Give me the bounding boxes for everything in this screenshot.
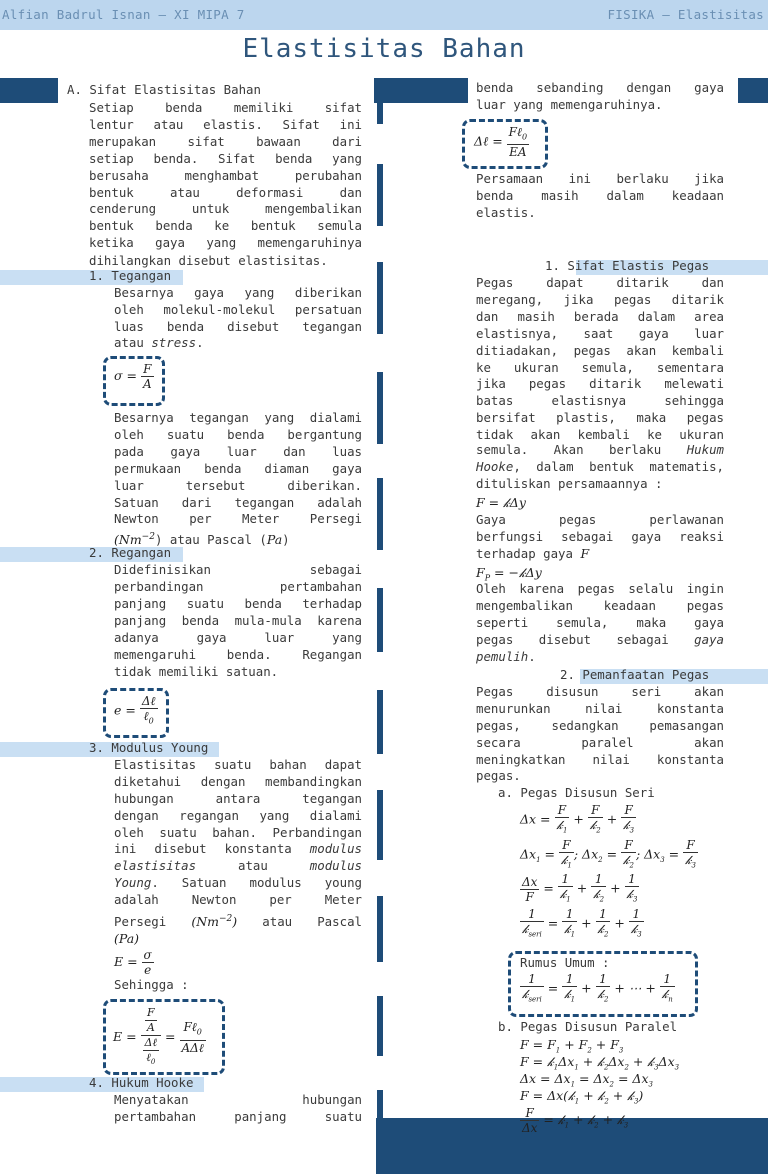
formula-paralel-4: F = Δx(𝓀$_1$ + 𝓀$_2$ + 𝓀$_3$)	[520, 1088, 644, 1106]
paragraph-line: hubungan antara tegangan	[114, 790, 362, 806]
regangan-last-line: tidak memiliki satuan.	[114, 664, 279, 679]
formula-stress: σ = $\frac{F}{A}$	[114, 362, 152, 391]
paragraph-line: cenderung untuk mengembalikan	[89, 201, 362, 217]
formula-seri-1: Δx = $\frac{F}{𝓀_1}$ + $\frac{F}{𝓀_2}$ + $\frac{F}{𝓀_3}$	[520, 803, 635, 835]
intro-last-line: dihilangkan disebut elastisitas.	[89, 253, 328, 268]
paragraph-line: elastisnya, saat gaya luar	[476, 325, 724, 341]
rumus-umum-label: Rumus Umum :	[520, 955, 610, 970]
formula-restoring-force: $F_P$ = −𝓀Δy	[476, 565, 542, 583]
formula-seri-2: $\Delta x_1$ = $\frac{F}{𝓀_1}$ ; $\Delta x_2$ = $\frac{F}{𝓀_2}$ ; $\Delta x_3$ = $\frac{F}{𝓀_3}$	[520, 838, 696, 870]
formula-paralel-5: $\frac{F}{\Delta x}$ = 𝓀$_1$ + 𝓀$_2$ + 𝓀$_3$	[522, 1106, 629, 1135]
page-title: Elastisitas Bahan	[242, 34, 526, 64]
young-line-11: (Pa)	[114, 931, 140, 946]
pegas-line-12: Hooke, dalam bentuk matematis,	[476, 459, 724, 474]
paragraph-line: ketika gaya yang memengaruhinya	[89, 235, 362, 251]
pegas-line-13: dituliskan persamaannya :	[476, 476, 663, 491]
paragraph-line: dan masih berada dalam area	[476, 308, 724, 324]
paragraph-line: berfungsi sebagai gaya reaksi	[476, 528, 724, 544]
young-line-6: ini disebut konstanta modulus	[114, 841, 362, 856]
formula-paralel-1: $F = F_1 + F_2 + F_3$	[520, 1037, 624, 1055]
top-bar	[0, 0, 768, 30]
paragraph-line: Newton per Meter Persegi	[114, 511, 362, 527]
paragraph-line: Gaya pegas perlawanan	[476, 512, 724, 527]
paragraph-line: jika pegas ditarik melewati	[476, 376, 724, 392]
paragraph-line: panjang suatu benda terhadap	[114, 595, 362, 611]
column-divider	[377, 478, 383, 550]
paragraph-line: pada gaya luar dan luas	[114, 443, 362, 459]
paragraph-line: dengan regangan yang dialami	[114, 807, 362, 823]
formula-modulus-young: E = $\frac{\frac{F}{A}}{\frac{\text{Δℓ}}{\ell_0}}$ = $\frac{F\ell_0}{\text{AΔℓ}}$	[113, 1006, 204, 1067]
paragraph-line: meningkatkan nilai konstanta	[476, 751, 724, 767]
paragraph-line: diketahui dengan membandingkan	[114, 773, 362, 789]
paragraph-line: Persamaan ini berlaku jika	[476, 171, 724, 186]
paragraph-line: Pegas disusun seri akan	[476, 684, 724, 699]
heading-pegas-seri: a. Pegas Disusun Seri	[498, 785, 655, 800]
subject-label: FISIKA – Elastisitas	[607, 7, 764, 22]
paragraph-line: mengembalikan keadaan pegas	[476, 597, 724, 613]
paragraph-line: Pegas dapat ditarik dan	[476, 275, 724, 290]
column-divider	[377, 896, 383, 962]
formula-seri-3: $\frac{\Delta x}{F}$ = $\frac{1}{𝓀_1}$ + $\frac{1}{𝓀_2}$ + $\frac{1}{𝓀_3}$	[522, 872, 638, 904]
heading-hukum-hooke: 4. Hukum Hooke	[89, 1075, 194, 1090]
manfaat-last-line: pegas.	[476, 768, 521, 783]
heading-tegangan: 1. Tegangan	[89, 268, 172, 283]
column-divider	[377, 690, 383, 754]
paragraph-line: lentur atau elastis. Sifat ini	[89, 116, 362, 132]
heading-sifat-elastis-pegas: 1. Sifat Elastis Pegas	[545, 258, 710, 273]
author-label: Alfian Badrul Isnan – XI MIPA 7	[2, 7, 245, 22]
paragraph-line: benda sebanding dengan gaya	[476, 80, 724, 95]
heading-pemanfaatan-pegas: 2. Pemanfaatan Pegas	[560, 667, 710, 682]
column-divider	[377, 262, 383, 334]
heading-regangan: 2. Regangan	[89, 545, 172, 560]
paragraph-line: perbandingan pertambahan	[114, 578, 362, 594]
paragraph-line: Setiap benda memiliki sifat	[89, 100, 362, 115]
paragraph-line: pertambahan panjang suatu	[114, 1108, 362, 1124]
section-a-heading: A. Sifat Elastisitas Bahan	[67, 82, 261, 97]
young-line-7: elastisitas atau modulus	[114, 858, 362, 873]
paragraph-line: permukaan benda diaman gaya	[114, 460, 362, 476]
young-line-8: Young. Satuan modulus young	[114, 875, 362, 890]
paragraph-line: memengaruhi benda. Regangan	[114, 646, 362, 662]
column-divider	[377, 588, 383, 652]
oleh-line-4: pegas disebut sebagai gaya	[476, 632, 725, 647]
paragraph-line: Satuan dari tegangan adalah	[114, 494, 362, 510]
formula-spring-force: F = 𝓀Δy	[476, 495, 526, 510]
column-divider	[377, 372, 383, 444]
sehingga-label: Sehingga :	[114, 977, 189, 992]
formula-rumus-umum: $\frac{1}{𝓀_{seri}}$ = $\frac{1}{𝓀_1}$ + $\frac{1}{𝓀_2}$ + ⋯ + $\frac{1}{𝓀_n}$	[522, 972, 673, 1004]
tegangan-last-line: atau stress.	[114, 335, 204, 350]
paragraph-line: batas elastisnya sehingga	[476, 393, 724, 409]
paragraph-line: oleh suatu benda bergantung	[114, 426, 362, 442]
paragraph-line: bentuk atau deformasi dan	[89, 184, 362, 200]
gaya-last-line: terhadap gaya F	[476, 546, 590, 561]
formula-paralel-2: $F = 𝓀_1\Delta x_1$ + $𝓀_2\Delta x_2$ + $𝓀_3\Delta x_3$	[520, 1054, 680, 1072]
paragraph-line: luar tersebut diberikan.	[114, 477, 362, 493]
paragraph-line: panjang benda mula-mula karena	[114, 612, 362, 628]
young-line-9: adalah Newton per Meter	[114, 892, 362, 907]
paragraph-line: seperti semula, maka gaya	[476, 614, 724, 630]
column-divider	[377, 1090, 383, 1120]
pegas-line-11: semula. Akan berlaku Hukum	[476, 442, 724, 457]
paragraph-line: pegas, sedangkan pemasangan	[476, 717, 724, 733]
tegangan-unit-line: $(Nm^{-2})$ atau Pascal (Pa)	[114, 532, 290, 548]
column-divider	[377, 996, 383, 1056]
paragraph-line: Besarnya tegangan yang dialami	[114, 410, 362, 425]
paragraph-line: Didefinisikan sebagai	[114, 562, 362, 577]
formula-seri-4: $\frac{1}{𝓀_{seri}}$ = $\frac{1}{𝓀_1}$ + $\frac{1}{𝓀_2}$ + $\frac{1}{𝓀_3}$	[522, 907, 642, 939]
paragraph-line: Besarnya gaya yang diberikan	[114, 285, 362, 300]
column-divider	[377, 164, 383, 226]
paragraph-line: bersifat plastis, maka pegas	[476, 410, 724, 426]
paragraph-line: merupakan sifat bawaan dari	[89, 133, 362, 149]
paragraph-line: oleh molekul-molekul persatuan	[114, 301, 362, 317]
hooke-continued-last: luar yang memengaruhinya.	[476, 97, 663, 112]
paragraph-line: Elastisitas suatu bahan dapat	[114, 757, 362, 772]
formula-strain: e = $\frac{\text{Δℓ}}{\ell_0}$	[114, 694, 156, 726]
paragraph-line: Oleh karena pegas selalu ingin	[476, 581, 724, 596]
paragraph-line: menurunkan nilai konstanta	[476, 700, 724, 716]
paragraph-line: Menyatakan hubungan	[114, 1092, 362, 1107]
paragraph-line: ditiadakan, pegas akan kembali	[476, 342, 724, 358]
paragraph-line: setiap benda. Sifat benda yang	[89, 150, 362, 166]
oleh-line-5: pemulih.	[476, 649, 536, 664]
paragraph-line: benda masih dalam keadaan	[476, 187, 724, 203]
paragraph-line: luas benda disebut tegangan	[114, 318, 362, 334]
elastis-note-last: elastis.	[476, 205, 536, 220]
column-divider	[377, 84, 383, 124]
paragraph-line: tidak akan kembali ke ukuran	[476, 427, 724, 443]
paragraph-line: oleh suatu bahan. Perbandingan	[114, 824, 362, 840]
paragraph-line: adanya gaya luar yang	[114, 629, 362, 645]
heading-pegas-paralel: b. Pegas Disusun Paralel	[498, 1019, 678, 1034]
formula-modulus-basic: E = $\frac{\sigma}{e}$	[114, 948, 152, 977]
formula-paralel-3: $\Delta x = \Delta x_1 = \Delta x_2 = \Delta x_3$	[520, 1071, 653, 1089]
paragraph-line: bentuk benda ke bentuk semula	[89, 218, 362, 234]
paragraph-line: meregang, jika pegas ditarik	[476, 291, 724, 307]
paragraph-line: berusaha menghambat perubahan	[89, 167, 362, 183]
young-line-10: Persegi $(Nm^{-2})$ atau Pascal	[114, 914, 362, 930]
formula-extension: Δℓ = $\frac{F\ell_0}{EA}$	[474, 125, 528, 160]
paragraph-line: ke ukuran semula, sementara	[476, 359, 724, 375]
heading-modulus-young: 3. Modulus Young	[89, 740, 209, 755]
paragraph-line: secara paralel akan	[476, 734, 724, 750]
column-divider	[377, 790, 383, 860]
